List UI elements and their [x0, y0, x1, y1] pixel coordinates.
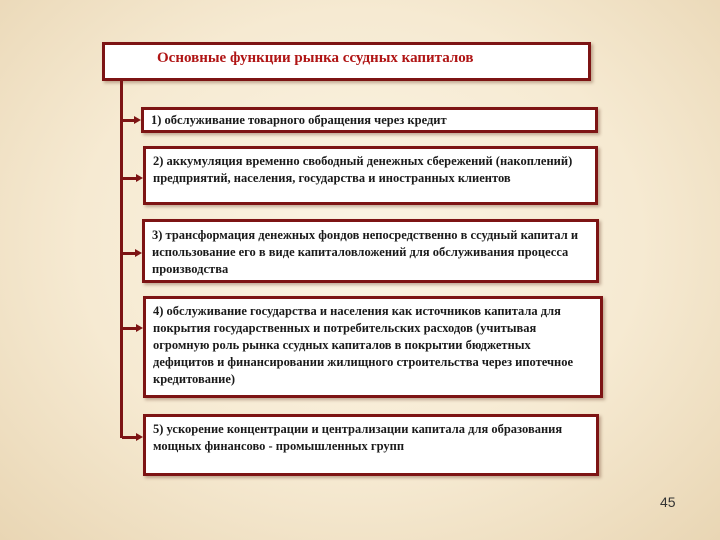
- function-box-1: 1) обслуживание товарного обращения через кредит: [141, 107, 598, 133]
- function-box-2: 2) аккумуляция временно свободный денежных сбережений (накоплений) предприятий, населения, государства и иностранных клиентов: [143, 146, 598, 205]
- function-box-5: 5) ускорение концентрации и централизации капитала для образования мощных финансово - промышленных групп: [143, 414, 599, 476]
- function-box-3: 3) трансформация денежных фондов непосредственно в ссудный капитал и использование его в виде капиталовложений для обслуживания процесса производства: [142, 219, 599, 283]
- function-box-4: 4) обслуживание государства и населения как источников капитала для покрытия государственных и потребительских расходов (учитывая огромную роль рынка ссудных капиталов в покрытии бюджетных дефицитов и финансировании жилищного строительства через ипотечное кредитование): [143, 296, 603, 398]
- arrow-icon: [122, 119, 136, 122]
- arrow-icon: [122, 327, 138, 330]
- connector-line: [120, 80, 123, 438]
- arrow-icon: [122, 252, 137, 255]
- arrow-icon: [122, 436, 138, 439]
- diagram-title: Основные функции рынка ссудных капиталов: [102, 42, 591, 81]
- page-number: 45: [660, 494, 676, 510]
- arrow-icon: [122, 177, 138, 180]
